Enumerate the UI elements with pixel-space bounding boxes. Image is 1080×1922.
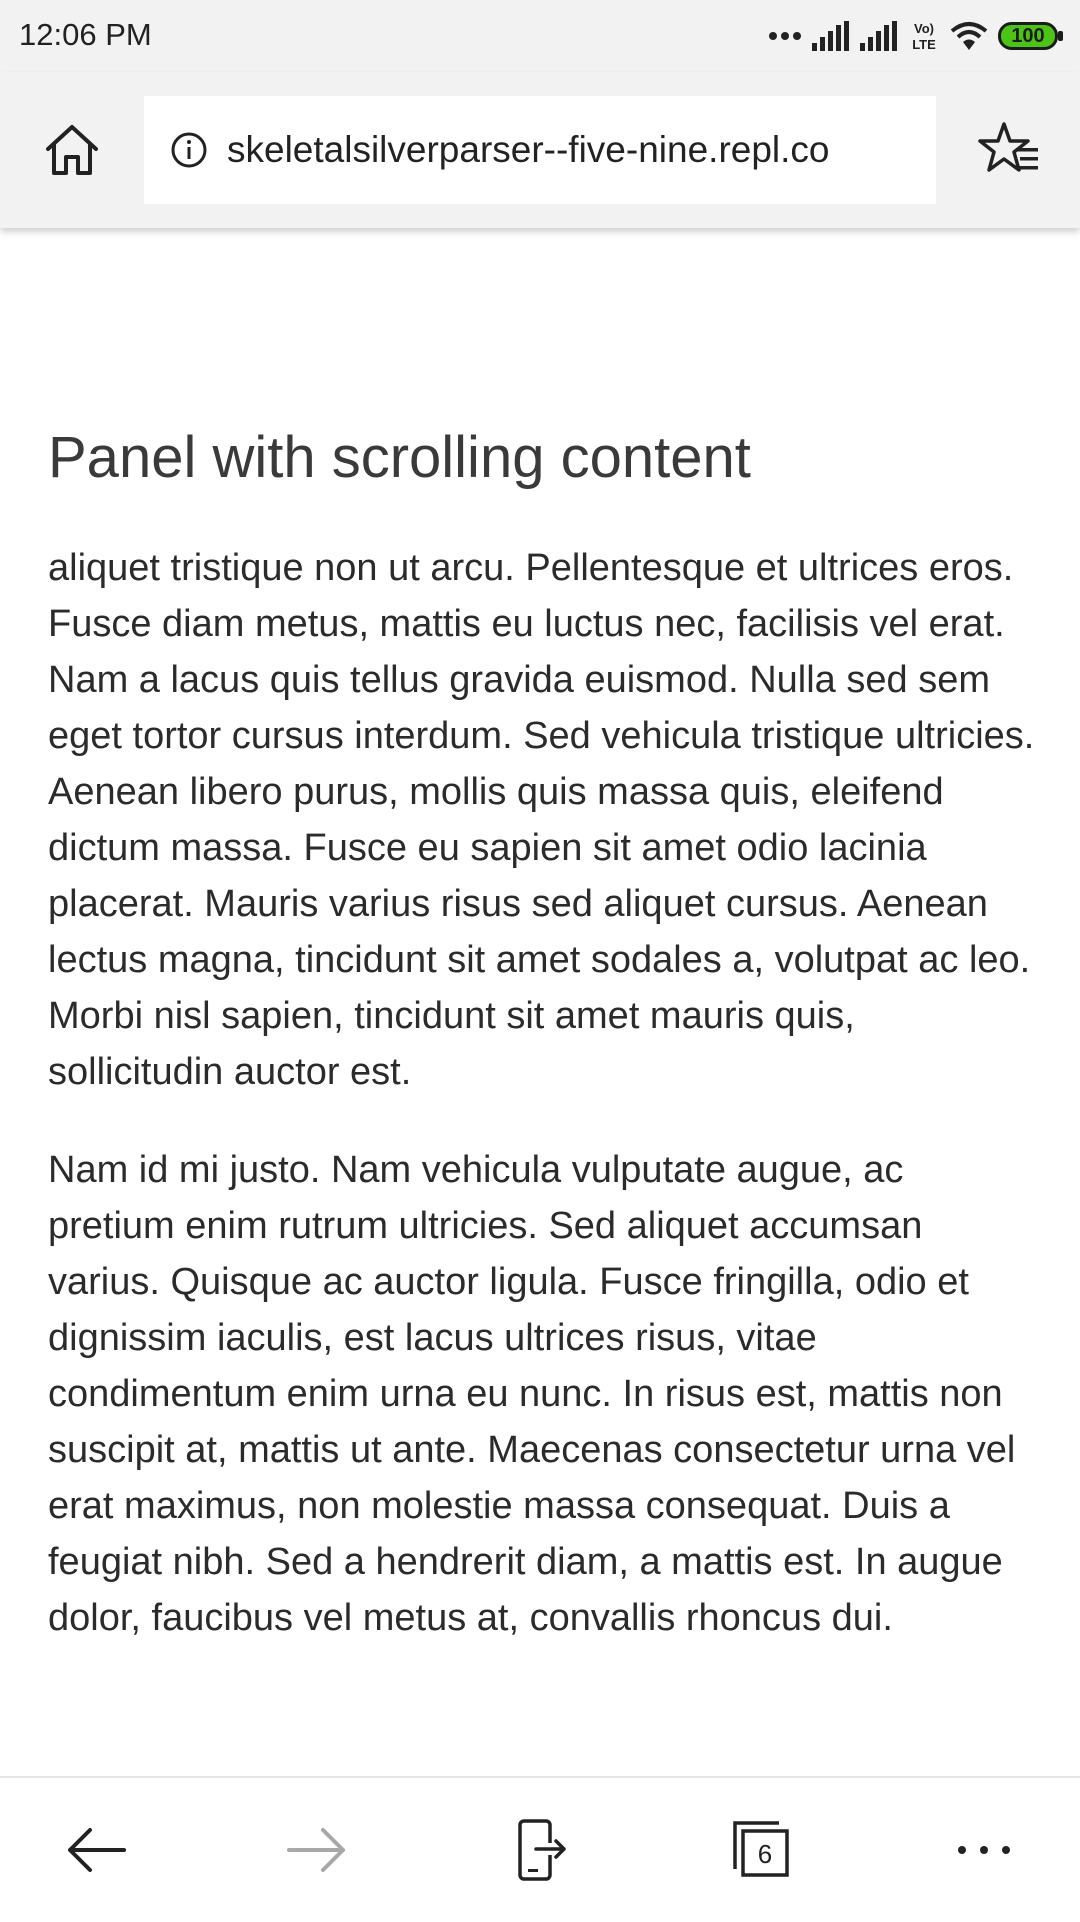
home-button[interactable]	[32, 110, 112, 190]
more-menu-button[interactable]	[942, 1808, 1026, 1892]
tabs-button[interactable]	[720, 1808, 804, 1892]
favorites-button[interactable]	[968, 108, 1052, 192]
forward-arrow-icon	[285, 1825, 349, 1875]
network-label: LTE	[912, 37, 936, 52]
tabs-icon	[729, 1817, 795, 1883]
battery-level: 100	[1011, 25, 1045, 47]
status-time: 12:06 PM	[19, 17, 152, 52]
page-title: Panel with scrolling content	[48, 425, 751, 490]
content-paragraph: Nam id mi justo. Nam vehicula vulputate augue, ac pretium enim rutrum ultricies. Sed aliquet accumsan varius. Quisque ac auctor ligula. Fusce fringilla, odio et dignissim iaculis, est lacus ultrices risus, vitae condimentum enim urna eu nunc. In risus est, mattis non suscipit at, mattis ut ante. Maecenas consectetur urna vel erat maximus, non molestie massa consequat. Duis a feugiat nibh. Sed a hendrerit diam, a mattis est. In augue dolor, faucibus vel metus at, convallis rhoncus dui.	[48, 1149, 1016, 1639]
signal-strength-2-icon	[860, 21, 898, 51]
wifi-icon	[950, 21, 988, 51]
back-button[interactable]	[54, 1808, 138, 1892]
send-to-device-icon	[512, 1817, 568, 1883]
home-icon	[44, 123, 100, 177]
volte-icon	[908, 20, 940, 52]
content-paragraph: aliquet tristique non ut arcu. Pellentesque et ultrices eros. Fusce diam metus, mattis eu luctus nec, facilisis vel erat. Nam a lacus quis tellus gravida euismod. Nulla sed sem eget tortor cursus interdum. Sed vehicula tristique ultricies. Aenean libero purus, mollis quis massa quis, eleifend dictum massa. Fusce eu sapien sit amet odio lacinia placerat. Mauris varius risus sed aliquet cursus. Aenean lectus magna, tincidunt sit amet sodales a, volutpat ac leo. Morbi nisl sapien, tincidunt sit amet mauris quis, sollicitudin auctor est.	[48, 547, 1035, 1093]
browser-toolbar	[0, 72, 1080, 228]
address-bar[interactable]	[144, 96, 936, 204]
battery-indicator	[998, 22, 1064, 50]
status-icons	[768, 18, 1064, 54]
more-options-icon	[954, 1844, 1014, 1856]
site-info-icon[interactable]	[169, 130, 209, 170]
back-arrow-icon	[64, 1825, 128, 1875]
page-content[interactable]	[48, 228, 1038, 1776]
tab-count: 6	[757, 1839, 773, 1869]
status-bar	[0, 0, 1080, 72]
signal-strength-icon	[812, 21, 850, 51]
url-text[interactable]: skeletalsilverparser--five-nine.repl.co	[227, 129, 830, 170]
forward-button[interactable]	[275, 1808, 359, 1892]
more-notifications-icon	[768, 30, 802, 42]
bottom-navigation-bar	[0, 1776, 1080, 1922]
continue-on-pc-button[interactable]	[498, 1808, 582, 1892]
favorites-icon	[978, 120, 1042, 180]
svg-text:Vo): Vo)	[914, 21, 934, 36]
